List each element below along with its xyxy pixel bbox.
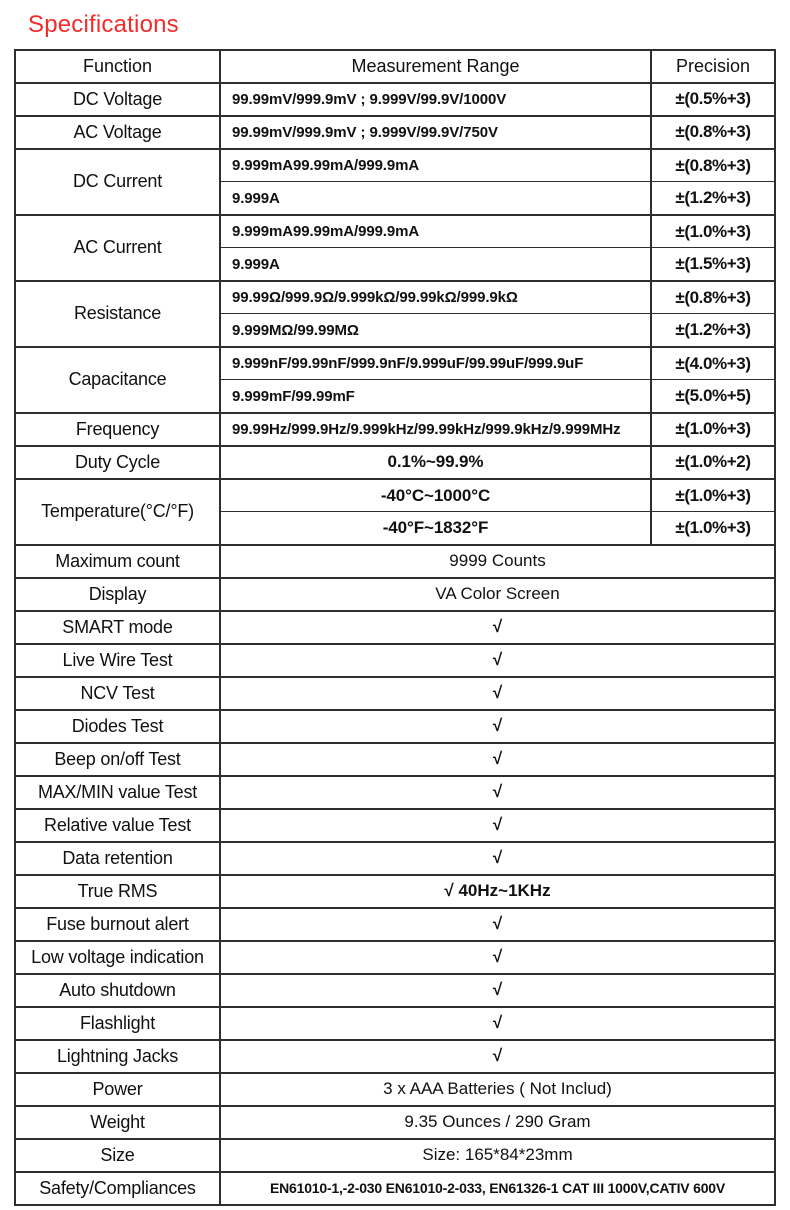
measurement-range-cell: 0.1%~99.9% (220, 446, 651, 479)
measurement-range-cell: 9.999nF/99.99nF/999.9nF/9.999uF/99.99uF/999.9uF (220, 347, 651, 380)
measurement-range-cell: 99.99mV/999.9mV ; 9.999V/99.9V/1000V (220, 83, 651, 116)
spec-row (15, 446, 775, 479)
feature-row (15, 743, 775, 776)
measurement-range-cell: 9.999A (220, 182, 651, 215)
feature-row (15, 710, 775, 743)
feature-row (15, 677, 775, 710)
function-cell: Resistance (15, 281, 220, 347)
feature-row (15, 1040, 775, 1073)
feature-label-cell: SMART mode (15, 611, 220, 644)
function-cell: Duty Cycle (15, 446, 220, 479)
feature-value-cell: √ (220, 842, 775, 875)
feature-value-cell: √ (220, 710, 775, 743)
function-cell: Capacitance (15, 347, 220, 413)
precision-cell: ±(4.0%+3) (651, 347, 775, 380)
col-header-function: Function (15, 50, 220, 83)
function-cell: Frequency (15, 413, 220, 446)
feature-value-cell: √ (220, 1007, 775, 1040)
feature-label-cell: Beep on/off Test (15, 743, 220, 776)
precision-cell: ±(1.2%+3) (651, 182, 775, 215)
spec-row (15, 83, 775, 116)
feature-row (15, 908, 775, 941)
precision-cell: ±(1.0%+3) (651, 479, 775, 512)
measurement-range-cell: 99.99Ω/999.9Ω/9.999kΩ/99.99kΩ/999.9kΩ (220, 281, 651, 314)
spec-row (15, 149, 775, 182)
precision-cell: ±(0.8%+3) (651, 149, 775, 182)
feature-row (15, 974, 775, 1007)
feature-row (15, 611, 775, 644)
precision-cell: ±(1.2%+3) (651, 314, 775, 347)
spec-row (15, 413, 775, 446)
measurement-range-cell: 9.999A (220, 248, 651, 281)
precision-cell: ±(1.5%+3) (651, 248, 775, 281)
feature-value-cell: 3 x AAA Batteries ( Not Includ) (220, 1073, 775, 1106)
feature-label-cell: Lightning Jacks (15, 1040, 220, 1073)
feature-label-cell: True RMS (15, 875, 220, 908)
spec-row (15, 215, 775, 248)
spec-row (15, 116, 775, 149)
precision-cell: ±(1.0%+2) (651, 446, 775, 479)
spec-row (15, 347, 775, 380)
feature-label-cell: Low voltage indication (15, 941, 220, 974)
feature-value-cell: √ (220, 941, 775, 974)
feature-row (15, 1172, 775, 1205)
feature-label-cell: Safety/Compliances (15, 1172, 220, 1205)
feature-value-cell: EN61010-1,-2-030 EN61010-2-033, EN61326-1 CAT III 1000V,CATIV 600V (220, 1172, 775, 1205)
precision-cell: ±(0.8%+3) (651, 116, 775, 149)
feature-row (15, 578, 775, 611)
precision-cell: ±(0.8%+3) (651, 281, 775, 314)
feature-value-cell: √ (220, 611, 775, 644)
feature-label-cell: Weight (15, 1106, 220, 1139)
feature-row (15, 644, 775, 677)
spec-row (15, 281, 775, 314)
feature-value-cell: √ (220, 776, 775, 809)
col-header-precision: Precision (651, 50, 775, 83)
table-body (15, 83, 775, 1205)
feature-label-cell: Diodes Test (15, 710, 220, 743)
feature-value-cell: √ (220, 743, 775, 776)
precision-cell: ±(1.0%+3) (651, 215, 775, 248)
precision-cell: ±(1.0%+3) (651, 413, 775, 446)
feature-row (15, 842, 775, 875)
col-header-measurement-range: Measurement Range (220, 50, 651, 83)
feature-value-cell: √ (220, 974, 775, 1007)
spec-row (15, 479, 775, 512)
feature-value-cell: √ (220, 908, 775, 941)
feature-row (15, 1106, 775, 1139)
feature-value-cell: √ (220, 677, 775, 710)
feature-value-cell: √ (220, 1040, 775, 1073)
function-cell: AC Current (15, 215, 220, 281)
function-cell: DC Voltage (15, 83, 220, 116)
feature-row (15, 809, 775, 842)
feature-label-cell: Data retention (15, 842, 220, 875)
feature-label-cell: Size (15, 1139, 220, 1172)
feature-label-cell: Power (15, 1073, 220, 1106)
feature-row (15, 1007, 775, 1040)
measurement-range-cell: 9.999MΩ/99.99MΩ (220, 314, 651, 347)
feature-row (15, 1139, 775, 1172)
function-cell: DC Current (15, 149, 220, 215)
table-header-row (15, 50, 775, 83)
function-cell: AC Voltage (15, 116, 220, 149)
feature-row (15, 776, 775, 809)
function-cell: Temperature(°C/°F) (15, 479, 220, 545)
feature-label-cell: MAX/MIN value Test (15, 776, 220, 809)
feature-value-cell: √ (220, 644, 775, 677)
measurement-range-cell: 9.999mA99.99mA/999.9mA (220, 215, 651, 248)
measurement-range-cell: 99.99mV/999.9mV ; 9.999V/99.9V/750V (220, 116, 651, 149)
measurement-range-cell: 99.99Hz/999.9Hz/9.999kHz/99.99kHz/999.9kHz/9.999MHz (220, 413, 651, 446)
feature-row (15, 545, 775, 578)
precision-cell: ±(0.5%+3) (651, 83, 775, 116)
precision-cell: ±(1.0%+3) (651, 512, 775, 545)
measurement-range-cell: 9.999mA99.99mA/999.9mA (220, 149, 651, 182)
measurement-range-cell: 9.999mF/99.99mF (220, 380, 651, 413)
feature-label-cell: NCV Test (15, 677, 220, 710)
feature-value-cell: 9.35 Ounces / 290 Gram (220, 1106, 775, 1139)
page-title: Specifications (28, 11, 179, 38)
specifications-table (14, 49, 776, 1206)
feature-label-cell: Flashlight (15, 1007, 220, 1040)
feature-label-cell: Relative value Test (15, 809, 220, 842)
feature-value-cell: Size: 165*84*23mm (220, 1139, 775, 1172)
feature-label-cell: Auto shutdown (15, 974, 220, 1007)
feature-row (15, 875, 775, 908)
feature-row (15, 1073, 775, 1106)
feature-value-cell: VA Color Screen (220, 578, 775, 611)
feature-value-cell: 9999 Counts (220, 545, 775, 578)
measurement-range-cell: -40°C~1000°C (220, 479, 651, 512)
feature-label-cell: Fuse burnout alert (15, 908, 220, 941)
feature-label-cell: Display (15, 578, 220, 611)
precision-cell: ±(5.0%+5) (651, 380, 775, 413)
feature-value-cell: √ 40Hz~1KHz (220, 875, 775, 908)
feature-label-cell: Live Wire Test (15, 644, 220, 677)
feature-value-cell: √ (220, 809, 775, 842)
feature-row (15, 941, 775, 974)
measurement-range-cell: -40°F~1832°F (220, 512, 651, 545)
feature-label-cell: Maximum count (15, 545, 220, 578)
